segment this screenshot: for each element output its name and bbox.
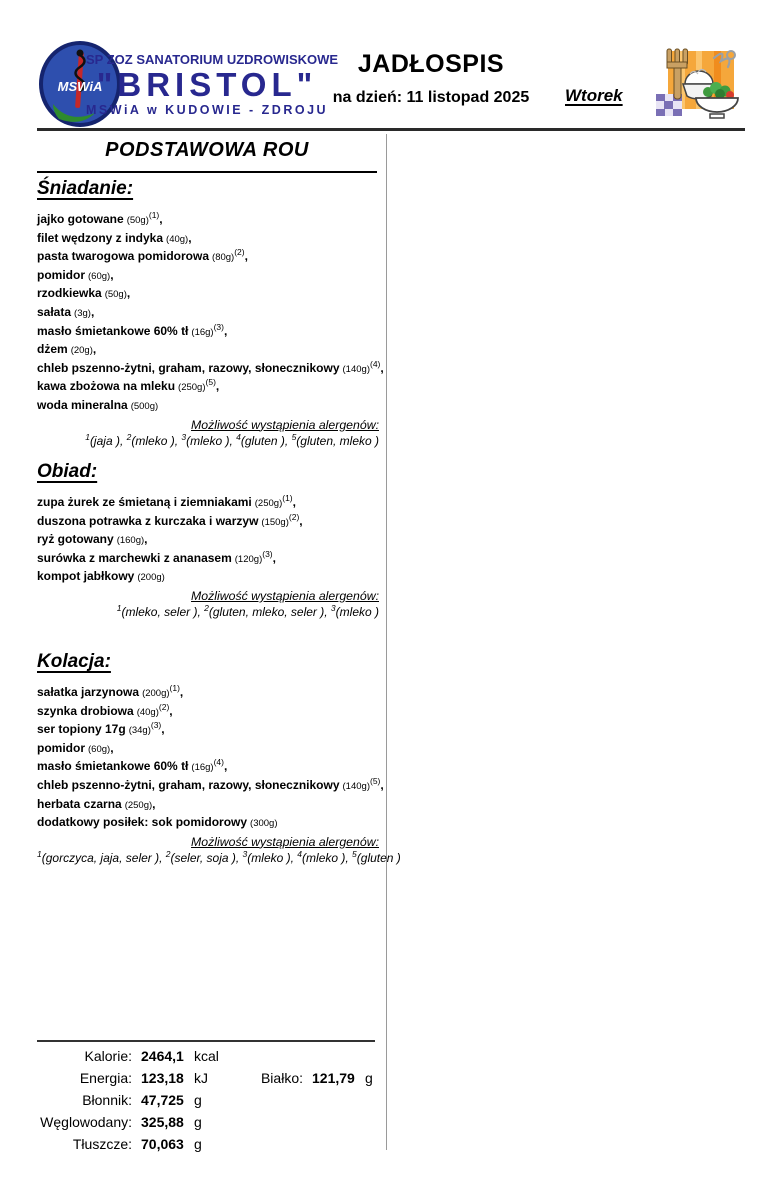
nutrition-value: 325,88 [141, 1114, 184, 1130]
item-name: szynka drobiowa [37, 703, 134, 718]
nutrition-label: Węglowodany: [40, 1114, 132, 1130]
item-footnote: (1) [148, 210, 160, 220]
item-separator: , [144, 532, 148, 547]
menu-item [37, 378, 381, 397]
allergen-number: 2 [204, 602, 209, 613]
menu-item [37, 211, 381, 230]
allergen-text: (gluten ) [356, 850, 401, 865]
nutrition-value: 47,725 [141, 1092, 184, 1108]
nutrition-row [37, 1089, 377, 1111]
menu-item [37, 494, 381, 513]
allergen-number: 4 [297, 848, 303, 859]
nutrition-unit: kJ [194, 1070, 208, 1086]
item-name: pomidor [37, 740, 85, 755]
item-name: herbata czarna [37, 796, 122, 811]
menu-item [37, 323, 381, 342]
allergen-entry [236, 431, 292, 448]
item-portion: (40g) [136, 706, 159, 718]
allergen-text: (mleko ) [335, 604, 379, 619]
item-portion: (200g) [137, 572, 165, 584]
meal-illustration-icon [652, 46, 742, 120]
allergen-text: (gluten ), [240, 433, 292, 448]
allergen-entry [116, 602, 205, 619]
item-portion: (160g) [116, 535, 145, 547]
item-portion: (80g) [212, 252, 235, 264]
item-name: filet wędzony z indyka [37, 230, 164, 245]
item-name: pomidor [37, 267, 85, 282]
allergen-number: 1 [37, 848, 42, 859]
item-separator: , [244, 249, 248, 264]
item-separator: , [299, 513, 303, 528]
item-name: pasta twarogowa pomidorowa [37, 249, 210, 264]
menu-item [37, 397, 381, 416]
menu-item [37, 796, 381, 815]
nutrition-table [37, 1045, 377, 1155]
item-portion: (500g) [130, 400, 159, 412]
item-portion: (140g) [342, 363, 370, 375]
nutrition-label: Białko: [260, 1070, 303, 1086]
allergen-entry [291, 431, 379, 448]
item-name: surówka z marchewki z ananasem [37, 550, 232, 565]
item-name: ryż gotowany [37, 532, 114, 547]
menu-item [37, 230, 381, 249]
nutrition-value: 2464,1 [141, 1048, 184, 1064]
item-portion: (16g) [191, 326, 214, 338]
menu-item [37, 568, 381, 587]
allergen-text: (mleko ), [131, 433, 182, 448]
allergen-heading-text: Możliwość wystąpienia alergenów: [191, 588, 379, 603]
allergen-list [37, 602, 381, 619]
item-portion: (3g) [74, 307, 91, 319]
allergen-text: (mleko ), [186, 433, 237, 448]
allergen-text: (mleko ), [247, 850, 298, 865]
allergen-heading [37, 418, 381, 432]
diet-title: PODSTAWOWA ROU [105, 139, 309, 161]
item-separator: , [380, 360, 384, 375]
allergen-number: 4 [236, 431, 241, 442]
svg-text:MSWiA: MSWiA [57, 79, 103, 94]
item-separator: , [110, 740, 114, 755]
nutrition-unit: g [365, 1070, 373, 1086]
nutrition-value: 121,79 [312, 1070, 355, 1086]
item-portion: (50g) [104, 289, 127, 301]
allergen-entry [204, 602, 331, 619]
allergen-entry [126, 431, 182, 448]
item-footnote: (3) [150, 720, 162, 731]
item-name: woda mineralna [37, 397, 128, 412]
menu-item [37, 531, 381, 550]
item-separator: , [169, 703, 173, 718]
menu-item [37, 341, 381, 360]
item-separator: , [159, 212, 163, 226]
menu-date: na dzień: 11 listopad 2025 [332, 89, 530, 106]
meal-section-dinner [37, 651, 401, 865]
allergen-text: (jaja ), [89, 433, 127, 448]
menu-item [37, 721, 381, 740]
item-footnote: (4) [369, 358, 381, 369]
meal-heading-dinner: Kolacja: [37, 651, 111, 672]
meal-items-breakfast [37, 210, 384, 416]
item-separator: , [92, 342, 97, 357]
item-portion: (16g) [191, 762, 214, 774]
header-rule [37, 128, 745, 131]
item-portion: (20g) [70, 345, 93, 357]
org-identity [86, 52, 339, 117]
menu-item [37, 758, 381, 777]
item-portion: (150g) [261, 516, 289, 528]
item-name: zupa żurek ze śmietaną i ziemniakami [37, 495, 252, 509]
meal-items-lunch [37, 494, 381, 587]
item-footnote: (4) [213, 757, 224, 768]
item-portion: (300g) [250, 818, 278, 830]
item-name: kompot jabłkowy [37, 569, 135, 584]
column-divider [386, 134, 387, 1150]
nutrition-label: Energia: [79, 1070, 132, 1086]
allergen-text: (gluten, mleko ) [296, 433, 379, 448]
item-footnote: (2) [288, 511, 300, 522]
page-title: JADŁOSPIS [357, 50, 505, 78]
menu-title-block [324, 50, 538, 107]
item-portion: (120g) [234, 553, 263, 565]
nutrition-row [37, 1045, 377, 1067]
item-footnote: (3) [262, 548, 273, 559]
item-separator: , [272, 550, 276, 565]
item-footnote: (2) [158, 701, 170, 712]
allergen-number: 2 [126, 431, 132, 442]
diet-title-block [37, 139, 377, 173]
menu-item [37, 740, 381, 759]
nutrition-label: Tłuszcze: [72, 1136, 132, 1152]
item-footnote: (1) [169, 683, 180, 693]
menu-item [37, 304, 381, 323]
allergen-entry [181, 431, 237, 448]
menu-item [37, 267, 381, 286]
allergen-text: (gorczyca, jaja, seler ), [41, 850, 166, 865]
allergen-number: 1 [116, 602, 122, 613]
nutrition-label: Kalorie: [84, 1048, 132, 1064]
menu-item [37, 550, 381, 569]
item-portion: (140g) [342, 780, 370, 792]
allergen-list [37, 848, 401, 865]
org-title-line: SP ZOZ SANATORIUM UZDROWISKOWE [86, 52, 339, 67]
allergen-entry [330, 602, 379, 619]
meal-section-lunch [37, 461, 381, 619]
item-footnote: (2) [234, 247, 245, 258]
weekday-label: Wtorek [565, 86, 623, 105]
item-separator: , [90, 304, 95, 319]
item-name: dżem [37, 342, 68, 357]
item-footnote: (5) [369, 775, 381, 786]
item-separator: , [223, 759, 228, 774]
allergen-list [37, 431, 381, 448]
item-portion: (250g) [178, 382, 206, 394]
item-separator: , [292, 495, 296, 509]
nutrition-row [37, 1111, 377, 1133]
item-name: sałata [37, 304, 72, 319]
item-separator: , [215, 379, 220, 394]
item-name: masło śmietankowe 60% tł [37, 759, 189, 774]
allergen-number: 5 [352, 848, 357, 859]
item-footnote: (1) [282, 493, 293, 503]
item-separator: , [188, 230, 192, 245]
meal-section-breakfast [37, 178, 384, 448]
item-footnote: (5) [205, 377, 216, 388]
allergen-heading-text: Możliwość wystąpienia alergenów: [191, 834, 379, 849]
nutrition-unit: g [194, 1136, 202, 1152]
item-separator: , [223, 323, 228, 338]
item-name: dodatkowy posiłek: sok pomidorowy [37, 815, 248, 830]
item-portion: (250g) [254, 498, 283, 509]
item-portion: (50g) [126, 215, 149, 226]
item-portion: (250g) [124, 799, 153, 811]
meal-heading-lunch: Obiad: [37, 461, 98, 482]
item-separator: , [152, 796, 156, 811]
menu-item [37, 814, 381, 833]
item-name: masło śmietankowe 60% tł [37, 323, 189, 338]
allergen-text: (gluten, mleko, seler ), [208, 604, 331, 619]
nutrition-unit: kcal [194, 1048, 219, 1064]
allergen-entry [242, 848, 298, 865]
org-name: "BRISTOL" [96, 66, 318, 103]
menu-item [37, 358, 384, 379]
item-footnote: (3) [213, 321, 224, 332]
allergen-text: (mleko, seler ), [121, 604, 205, 619]
nutrition-row-protein [238, 1067, 373, 1089]
allergen-number: 3 [330, 602, 336, 613]
nutrition-label: Błonnik: [82, 1092, 132, 1108]
allergen-number: 1 [85, 431, 90, 442]
allergen-entry [37, 848, 166, 865]
item-separator: , [126, 286, 131, 301]
item-portion: (34g) [128, 725, 151, 737]
item-name: chleb pszenno-żytni, graham, razowy, słonecznikowy [37, 360, 340, 375]
item-name: kawa zbożowa na mleku [37, 379, 176, 394]
item-portion: (40g) [166, 233, 189, 245]
allergen-heading-text: Możliwość wystąpienia alergenów: [191, 417, 379, 432]
meal-items-dinner [37, 683, 384, 833]
allergen-entry [352, 848, 401, 865]
allergen-text: (mleko ), [302, 850, 353, 865]
allergen-text: (seler, soja ), [170, 850, 243, 865]
meal-heading-breakfast: Śniadanie: [37, 178, 134, 199]
allergen-number: 3 [242, 848, 248, 859]
nutrition-row [37, 1133, 377, 1155]
nutrition-unit: g [194, 1114, 202, 1130]
allergen-heading [37, 589, 381, 603]
allergen-number: 3 [181, 431, 187, 442]
item-name: jajko gotowane [37, 212, 124, 226]
item-name: chleb pszenno-żytni, graham, razowy, słonecznikowy [37, 777, 340, 792]
nutrition-value: 123,18 [141, 1070, 184, 1086]
allergen-heading [37, 835, 381, 849]
item-portion: (200g) [142, 688, 170, 699]
item-portion: (60g) [88, 743, 111, 755]
item-separator: , [110, 267, 114, 282]
item-name: sałatka jarzynowa [37, 685, 140, 699]
item-name: ser topiony 17g [37, 722, 126, 737]
item-separator: , [179, 685, 184, 699]
menu-item [37, 775, 384, 796]
menu-item [37, 248, 381, 267]
menu-item [37, 285, 381, 304]
allergen-entry [85, 431, 127, 448]
nutrition-unit: g [194, 1092, 202, 1108]
org-subtitle: MSWiA w KUDOWIE - ZDROJU [86, 103, 329, 117]
summary-rule [37, 1040, 375, 1042]
item-portion: (60g) [88, 270, 111, 282]
nutrition-value: 70,063 [141, 1136, 184, 1152]
item-separator: , [380, 777, 384, 792]
allergen-number: 5 [291, 431, 297, 442]
menu-item [37, 513, 381, 532]
menu-item [37, 703, 381, 722]
item-name: duszona potrawka z kurczaka i warzyw [37, 513, 259, 528]
allergen-number: 2 [165, 848, 171, 859]
allergen-entry [165, 848, 243, 865]
item-separator: , [161, 722, 165, 737]
allergen-entry [297, 848, 353, 865]
menu-item [37, 684, 381, 703]
item-name: rzodkiewka [37, 286, 102, 301]
